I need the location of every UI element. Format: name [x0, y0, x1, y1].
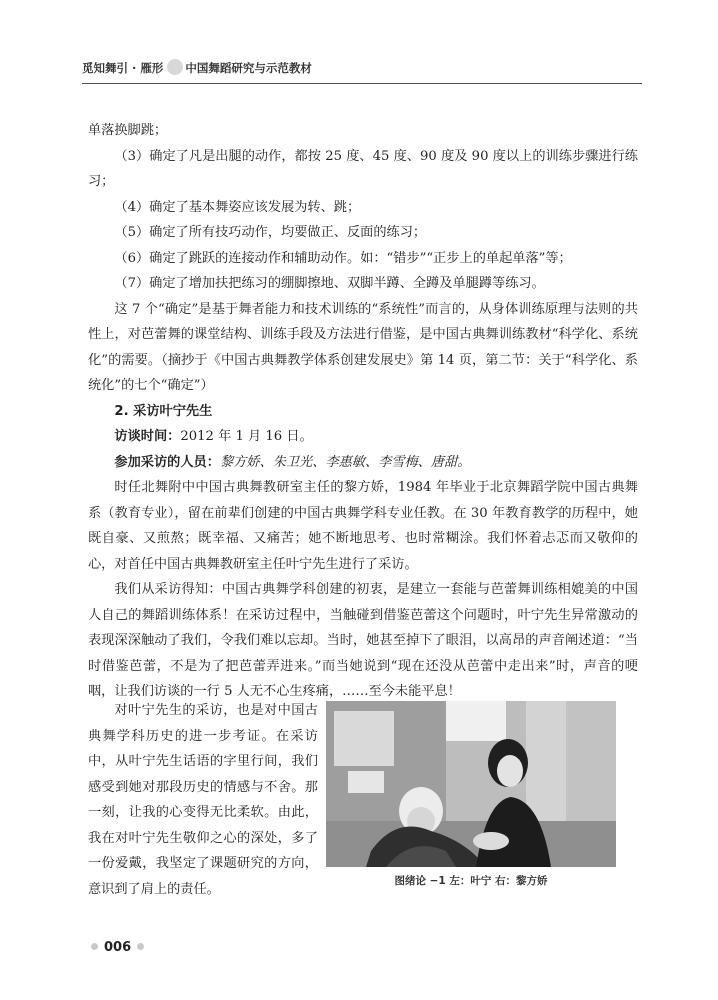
circle-ornament-icon: [167, 59, 183, 75]
participants-value: 黎方娇、朱卫光、李惠敏、李雪梅、唐甜。: [219, 454, 471, 470]
interview-time-label: 访谈时间：: [114, 429, 181, 444]
header-rule: [82, 83, 642, 84]
paragraph: 我们从采访得知：中国古典舞学科创建的初衷，是建立一套能与芭蕾舞训练相媲美的中国人自己的舞蹈训练体系！在采访过程中，当触碰到借鉴芭蕾这个问题时，叶宁先生异常激动的表现深深触动了我们，令我们难以忘却。当时，她甚至掉下了眼泪，以高昂的声音阐述道：“当时借鉴芭蕾，不是为了把芭蕾弄进来。”而当她说到“现在还没从芭蕾中走出来”时，声音的哽咽，让我们访谈的一行 5 人无不心生疼痛，……至今未能平息！: [88, 582, 638, 699]
continued-line: 单落换脚跳；: [88, 123, 168, 138]
header-book-title: 中国舞蹈研究与示范教材: [185, 61, 312, 75]
dot-ornament-icon: [91, 943, 98, 950]
interview-time-value: 2012 年 1 月 16 日。: [180, 429, 313, 444]
header-book-series: 觅知舞引 · 雁形: [82, 61, 164, 75]
section-heading: 2. 采访叶宁先生: [114, 403, 213, 419]
interview-time: [88, 424, 638, 450]
wrapped-paragraph-block: [88, 698, 318, 902]
dot-ornament-icon: [137, 943, 144, 950]
body-text: [88, 118, 638, 705]
list-item: （5）确定了所有技巧动作，均要做正、反面的练习；: [114, 225, 427, 240]
running-header: [82, 58, 642, 78]
paragraph: 时任北舞附中中国古典舞教研室主任的黎方娇，1984 年毕业于北京舞蹈学院中国古典舞系（教育专业），留在前辈们创建的中国古典舞学科专业任教。在 30 年教育教学的历程中，她既自豪、又煎熬；既幸福、又痛苦；她不断地思考、也时常糊涂。我们怀着忐忑而又敬仰的心，对首任中国古典舞教研室主任叶宁先生进行了采访。: [88, 480, 638, 572]
participants-label: 参加采访的人员：: [114, 454, 220, 470]
summary-paragraph: 这 7 个“确定”是基于舞者能力和技术训练的“系统性”而言的，从身体训练原理与法则的共性上，对芭蕾舞的课堂结构、训练手段及方法进行借鉴，是中国古典舞训练教材“科学化、系统化”的需要。（摘抄于《中国古典舞教学体系创建发展史》第 14 页，第二节：关于“科学化、系统化”的七个“确定”）: [88, 301, 638, 393]
list-item: （7）确定了增加扶把练习的绷脚擦地、双脚半蹲、全蹲及单腿蹲等练习。: [114, 276, 545, 291]
list-item: （3）确定了凡是出腿的动作，都按 25 度、45 度、90 度及 90 度以上的训练步骤进行练习；: [88, 148, 638, 189]
figure-caption: 图绪论 −1 左：叶宁 右：黎方娇: [394, 875, 548, 887]
photo-illustration: [326, 701, 616, 867]
participants: [88, 450, 638, 476]
page-number: 006: [104, 940, 132, 955]
list-item: （6）确定了跳跃的连接动作和辅助动作。如：“错步”“正步上的单起单落”等；: [114, 250, 572, 266]
page-footer: [85, 938, 150, 958]
photo-ye-ning-and-li-fangjiao: [326, 701, 616, 867]
list-item: （4）确定了基本舞姿应该发展为转、跳；: [114, 199, 361, 215]
paragraph: 对叶宁先生的采访，也是对中国古典舞学科历史的进一步考证。在采访中，从叶宁先生话语的字里行间，我们感受到她对那段历史的情感与不舍。那一刻，让我的心变得无比柔软。由此，我在对叶宁先生敬仰之心的深处，多了一份爱戴，我坚定了课题研究的方向，意识到了肩上的责任。: [88, 703, 318, 897]
